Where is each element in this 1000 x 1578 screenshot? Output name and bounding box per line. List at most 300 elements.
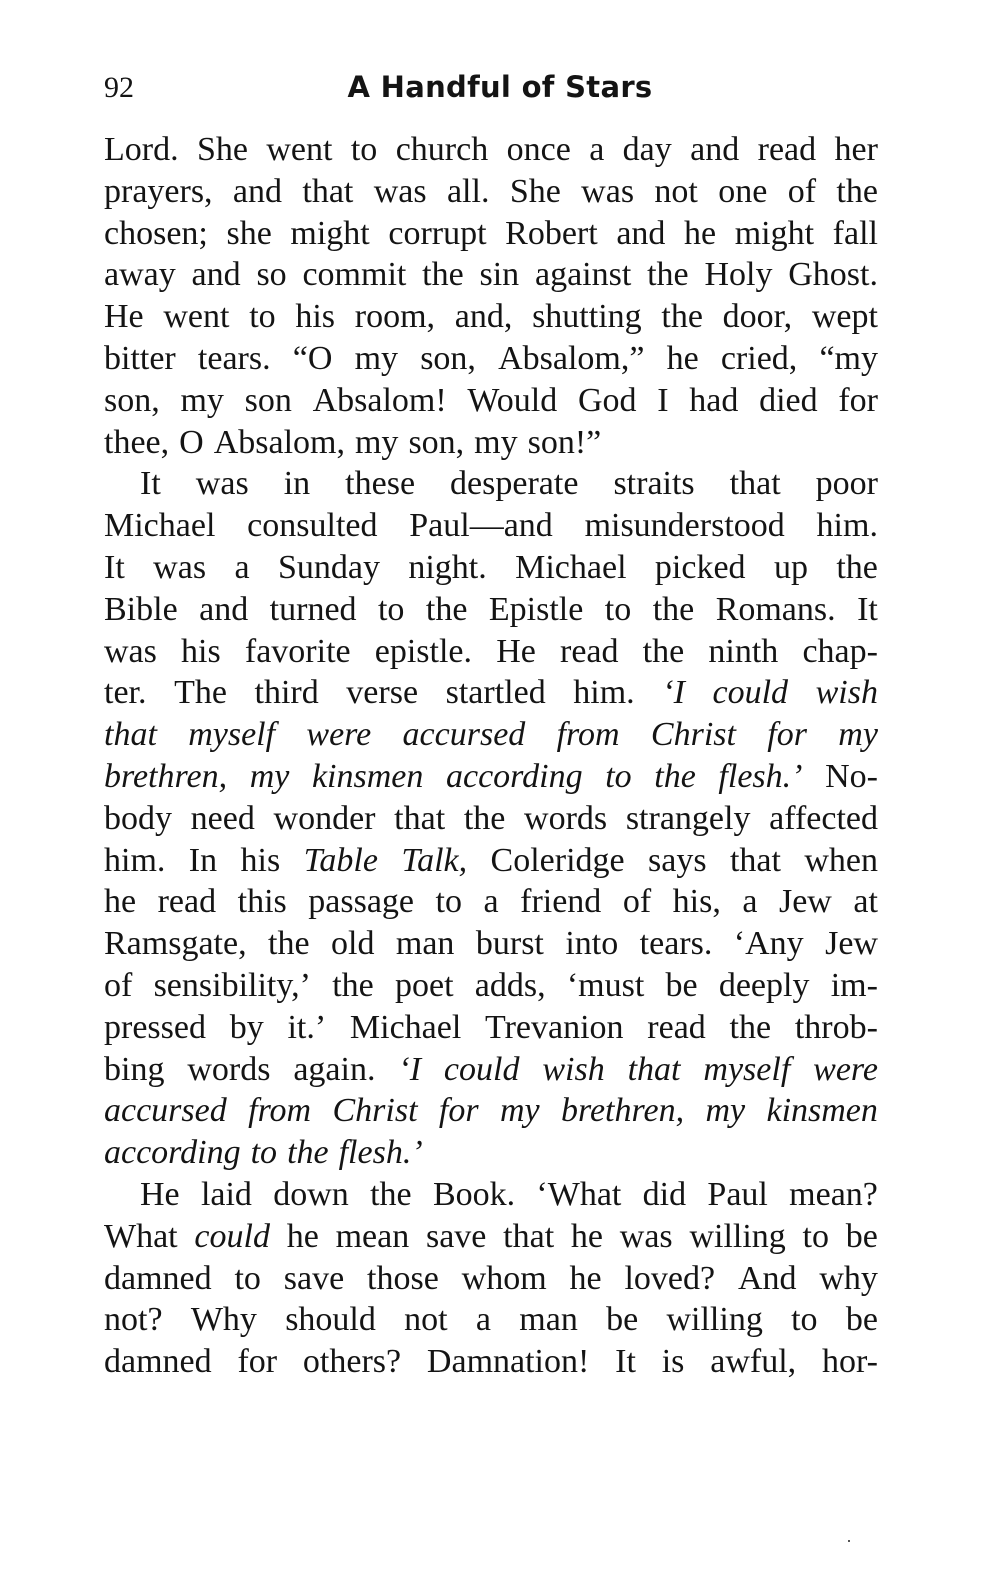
text-line [104,296,878,338]
word: tears. [639,925,713,963]
word: died [759,381,818,419]
text-line [104,631,878,673]
word: brethren, [104,757,228,795]
word: Holy [704,256,773,294]
word: ‘I [398,1050,422,1088]
word: Michael [349,1008,462,1046]
word: a [483,883,499,921]
word: a [589,131,605,168]
body-text [104,129,878,1383]
word: kinsmen [766,1092,878,1130]
word: son [244,381,292,419]
word: willing [666,1301,763,1339]
scan-speck [848,1540,850,1542]
word: not [404,1301,448,1339]
word: down [273,1175,349,1213]
word: Talk, [401,841,468,879]
word: son, [104,381,160,419]
word: he [570,1217,604,1255]
word: to [377,590,405,628]
word: loved? [624,1259,716,1297]
word: could [443,1050,520,1088]
word: the [642,632,685,670]
word: the [836,548,878,586]
word: It [140,465,161,503]
word: poor [815,465,878,503]
word: He [496,632,536,670]
word: not [654,172,698,210]
word: She [196,131,248,168]
text-line [104,923,878,965]
word: epistle. [374,632,473,670]
word: to [350,131,378,168]
word: this [237,883,287,921]
word: deeply [718,966,810,1004]
word: accursed [402,716,526,754]
word: at [853,883,878,921]
word: damned [104,1259,212,1297]
word: into [565,925,619,963]
page-number: 92 [104,71,134,104]
word: others? [302,1343,402,1381]
text-line [104,463,878,505]
word: a [234,548,250,586]
running-title: A Handful of Stars [347,70,653,104]
word: that [729,841,781,879]
word: Would [467,381,558,419]
word: he [684,214,717,252]
word: Book. [432,1175,516,1213]
word: and [616,214,666,252]
word: be [606,1301,639,1339]
text-line [104,254,878,296]
word: What [104,1217,178,1255]
word: says [648,841,707,879]
word: affected [769,799,878,837]
text-line [104,965,878,1007]
word: her [834,131,878,168]
word: Table [303,841,378,879]
word: was [195,465,249,503]
word: again. [293,1050,376,1088]
word: strangely [625,799,751,837]
word: for [838,381,878,419]
word: Lord. [104,131,179,168]
word: verse [346,674,419,712]
word: son, [420,339,476,377]
word: save [283,1259,345,1297]
text-line [104,129,878,171]
word: O [179,423,204,461]
word: should [285,1301,376,1339]
word: Paul [707,1175,768,1213]
word: from [556,716,620,754]
word: desperate [450,465,579,503]
word: ‘I [662,674,685,712]
word: It [104,548,125,586]
word: chap- [802,632,878,670]
word: poet [394,966,454,1004]
word: was [104,632,157,670]
word: Absalom,” [498,339,645,377]
word: Epistle [488,590,584,628]
word: im- [830,966,878,1004]
word: burst [475,925,544,963]
word: the [268,925,310,963]
word: up [773,548,808,586]
word: could [712,674,789,712]
word: shutting [532,298,642,336]
word: accursed [104,1092,227,1130]
word: whom [461,1259,547,1297]
word: friend [520,883,602,921]
word: need [190,799,255,837]
word: he [569,1259,602,1297]
word: consulted [247,507,378,545]
word: flesh.’ [338,1134,423,1172]
word: In [188,841,218,879]
word: be [845,1217,878,1255]
word: hor- [821,1343,878,1381]
word: in [283,465,311,503]
word: bing [104,1050,165,1088]
text-line [104,1299,878,1341]
word: adds, [474,966,546,1004]
word: He [140,1175,180,1213]
word: him. [573,674,635,712]
word: words [187,1050,271,1088]
word: was [581,172,635,210]
word: that [394,799,446,837]
word: is [661,1343,685,1381]
word: the [332,966,374,1004]
word: turned [269,590,357,628]
text-line [104,1007,878,1049]
word: was [619,1217,673,1255]
text-line [104,1090,878,1132]
word: read [560,632,619,670]
word: away [104,256,176,294]
word: for [438,1092,479,1130]
word: kinsmen [311,757,424,795]
word: once [506,131,571,168]
word: ‘must [566,966,645,1004]
word: awful, [710,1343,797,1381]
word: Absalom! [312,381,447,419]
word: the [729,1008,772,1046]
word: Damnation! [426,1343,590,1381]
word: and [690,131,740,168]
word: she [226,214,272,252]
word: my [499,1092,540,1130]
word: startled [445,674,546,712]
word: Christ [332,1092,418,1130]
text-line [104,422,878,464]
word: and [199,590,249,628]
text-line [104,213,878,255]
word: it.’ [287,1008,327,1046]
word: fall [832,214,878,252]
word: my [354,339,399,377]
word: to [791,1301,818,1339]
text-line [104,589,878,631]
text-line [104,756,878,798]
word: Robert [505,214,598,252]
word: damned [104,1343,212,1381]
word: my [838,716,878,754]
word: And [737,1259,797,1297]
text-line [104,881,878,923]
word: body [104,799,172,837]
word: one [718,172,768,210]
word: commit [302,256,407,294]
word: “my [819,339,878,377]
word: a [475,1301,491,1339]
word: all. [446,172,490,210]
word: went [163,298,230,336]
word: my [354,423,399,461]
word: his [181,632,221,670]
word: wonder [273,799,376,837]
word: the [422,256,464,294]
word: cried, [720,339,798,377]
word: I [657,381,669,419]
word: that [104,716,157,754]
word: tears. [197,339,271,377]
word: thee, [104,423,170,461]
text-line [104,547,878,589]
word: Bible [104,590,178,628]
text-line [104,171,878,213]
word: room, [354,298,436,336]
word: him. [104,841,166,879]
word: flesh.’ [718,757,803,795]
word: to [604,590,632,628]
word: He [104,298,144,336]
word: It [857,590,878,628]
word: pressed [104,1008,206,1046]
word: why [819,1259,878,1297]
word: man [395,925,455,963]
word: read [647,1008,706,1046]
word: save [425,1217,487,1255]
word: man [519,1301,578,1339]
word: Coleridge [490,841,625,879]
word: the [652,590,695,628]
word: for [767,716,807,754]
word: wept [811,298,878,336]
word: my [180,381,224,419]
word: and [191,256,241,294]
word: sensibility,’ [153,966,311,1004]
word: willing [689,1217,786,1255]
word: was [373,172,427,210]
text-line [104,380,878,422]
word: Jew [778,883,832,921]
word: to [802,1217,829,1255]
word: She [509,172,561,210]
word: of [104,966,133,1004]
word: he [104,883,137,921]
word: Why [190,1301,257,1339]
word: according [445,757,583,795]
word: to [435,883,462,921]
word: his, [672,883,721,921]
word: son, [408,423,465,461]
word: words [524,799,608,837]
text-line [104,798,878,840]
word: had [689,381,739,419]
text-line [104,1341,878,1383]
word: be [665,966,698,1004]
word: to [250,1134,278,1172]
word: myself [703,1050,791,1088]
word: for [237,1343,278,1381]
text-line [104,505,878,547]
word: him. [816,507,878,545]
word: the [463,799,506,837]
word: ter. [104,674,147,712]
word: ‘Any [733,925,804,963]
word: the [647,256,689,294]
word: mean [335,1217,410,1255]
word: old [331,925,375,963]
word: to [605,757,632,795]
text-line [104,840,878,882]
word: according [104,1134,241,1172]
word: corrupt [388,214,487,252]
word: day [622,131,672,168]
word: wish [542,1050,605,1088]
word: God [577,381,637,419]
text-line [104,1049,878,1091]
word: Michael [104,507,216,545]
word: bitter [104,339,176,377]
word: be [845,1301,878,1339]
word: Trevanion [485,1008,624,1046]
word: of [787,172,817,210]
word: son!” [527,423,602,461]
word: read [157,883,217,921]
word: my [474,423,518,461]
word: against [534,256,632,294]
word: went [266,131,333,168]
word: favorite [244,632,351,670]
word: No- [825,757,878,795]
word: my [249,757,290,795]
word: that [729,465,781,503]
word: not? [104,1301,163,1339]
word: Ghost. [788,256,878,294]
word: by [229,1008,264,1046]
word: mean? [789,1175,878,1213]
word: a [742,883,758,921]
word: the [370,1175,412,1213]
word: chosen; [104,214,208,252]
word: ninth [708,632,779,670]
word: his [295,298,336,336]
word: laid [200,1175,252,1213]
word: might [734,214,815,252]
word: that [627,1050,681,1088]
word: were [306,716,372,754]
word: he [286,1217,319,1255]
word: the [287,1134,329,1172]
word: sin [479,256,520,294]
text-line [104,1216,878,1258]
word: church [395,131,489,168]
word: brethren, [561,1092,685,1130]
word: door, [722,298,793,336]
text-line [104,1174,878,1216]
word: picked [654,548,746,586]
word: Ramsgate, [104,925,247,963]
word: wish [815,674,878,712]
word: the [654,757,696,795]
word: my [705,1092,746,1130]
word: those [367,1259,439,1297]
word: third [254,674,319,712]
word: did [642,1175,687,1213]
word: Jew [825,925,878,963]
word: prayers, [104,172,213,210]
text-line [104,338,878,380]
text-line [104,1132,878,1174]
word: Absalom, [213,423,345,461]
word: the [425,590,468,628]
word: read [757,131,817,168]
word: Paul—and [409,507,553,545]
word: could [194,1217,270,1255]
word: to [234,1259,261,1297]
word: myself [188,716,276,754]
word: when [804,841,878,879]
word: night. [408,548,487,586]
word: he [666,339,699,377]
word: Michael [515,548,627,586]
word: of [622,883,652,921]
word: The [174,674,227,712]
word: that [302,172,354,210]
word: straits [613,465,695,503]
word: and, [454,298,513,336]
word: misunderstood [584,507,785,545]
word: passage [308,883,415,921]
word: throb- [794,1008,878,1046]
word: and [232,172,283,210]
word: the [836,172,878,210]
text-line [104,1258,878,1300]
word: might [290,214,370,252]
word: that [503,1217,555,1255]
text-line [104,672,878,714]
word: the [661,298,703,336]
word: these [345,465,416,503]
word: his [240,841,281,879]
word: “O [292,339,333,377]
word: ‘What [536,1175,622,1213]
word: so [256,256,287,294]
text-line [104,714,878,756]
word: was [153,548,207,586]
word: to [249,298,276,336]
word: Sunday [277,548,380,586]
word: from [248,1092,312,1130]
word: Romans. [715,590,836,628]
word: Christ [650,716,736,754]
word: were [813,1050,878,1088]
word: It [615,1343,636,1381]
